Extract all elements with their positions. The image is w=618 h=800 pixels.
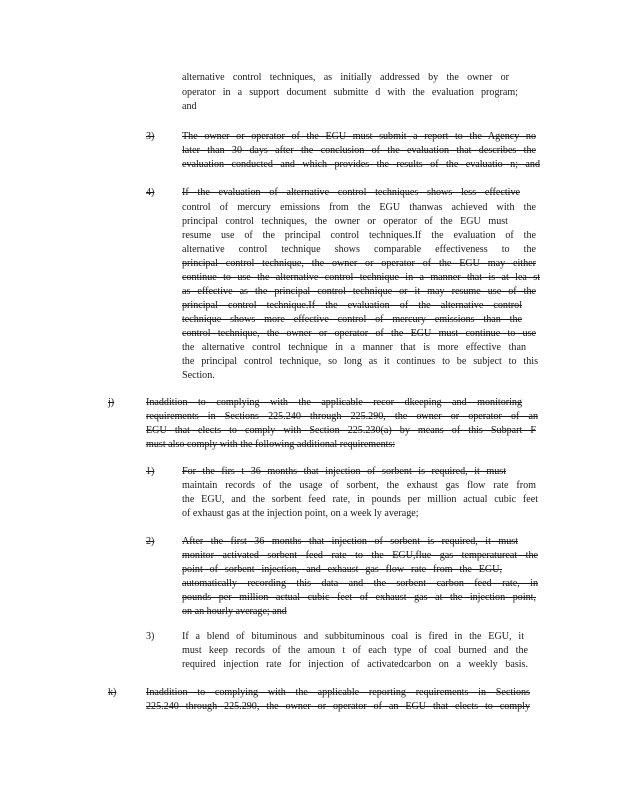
text-line: must keep records of the amoun t of each type of coal burned and the <box>182 645 528 656</box>
text-line: If the evaluation of alternative control techniques shows less effective <box>182 187 520 198</box>
text-line: later than 30 days after the conclusion of the evaluation that describes the <box>182 145 536 156</box>
text-line: EGU that elects to comply with Section 225.230(a) by means of this Subpart F <box>146 425 536 436</box>
text-line: as effective as the principal control technique or it may resume use of the <box>182 286 536 297</box>
text-line: resume use of the principal control techniques.If the evaluation of the <box>182 230 536 241</box>
text-line: technique shows more effective control of mercury emissions than the <box>182 314 522 325</box>
text-line: point of sorbent injection, and exhaust gas flow rate from the EGU, <box>182 564 502 575</box>
text-line: Inaddition to complying with the applicable reporting requirements in Sections <box>146 687 530 698</box>
text-line: on an hourly average; and <box>182 606 287 617</box>
text-line: For the firs t 36 months that injection of sorbent is required, it must <box>182 466 506 477</box>
text-line: alternative control technique shows comparable effectiveness to the <box>182 244 536 255</box>
text-line: of exhaust gas at the injection point, on a week ly average; <box>182 508 419 519</box>
text-line: maintain records of the usage of sorbent, the exhaust gas flow rate from <box>182 480 536 491</box>
list-marker: k) <box>108 687 117 698</box>
text-line: principal control technique.If the evaluation of the alternative control <box>182 300 522 311</box>
text-line: principal control technique, the owner or operator of the EGU may either <box>182 258 536 269</box>
list-marker: 3) <box>146 631 155 642</box>
text-line: principal control techniques, the owner or operator of the EGU must <box>182 216 508 227</box>
text-line: the EGU, and the sorbent feed rate, in pounds per million actual cubic feet <box>182 494 538 505</box>
list-marker: 3) <box>146 131 155 142</box>
text-line: Inaddition to complying with the applicable recor dkeeping and monitoring <box>146 397 522 408</box>
text-line: 225.240 through 225.290, the owner or operator of an EGU that elects to comply <box>146 701 530 712</box>
list-marker: 4) <box>146 187 155 198</box>
text-line: alternative control techniques, as initially addressed by the owner or <box>182 72 509 83</box>
text-line: evaluation conducted and which provides the results of the evaluatio n; and <box>182 159 540 170</box>
text-line: control technique, the owner or operator of the EGU must continue to use <box>182 328 536 339</box>
text-line: required injection rate for injection of activatedcarbon on a weekly basis. <box>182 659 528 670</box>
text-line: continue to use the alternative control technique in a manner that is at lea st <box>182 272 540 283</box>
text-line: control of mercury emissions from the EGU thanwas achieved with the <box>182 202 536 213</box>
list-marker: 2) <box>146 536 155 547</box>
text-line: operator in a support document submitte d with the evaluation program; <box>182 87 518 98</box>
text-line: If a blend of bituminous and subbituminous coal is fired in the EGU, it <box>182 631 524 642</box>
text-line: pounds per million actual cubic feet of exhaust gas at the injection point, <box>182 592 536 603</box>
text-line: After the first 36 months that injection of sorbent is required, it must <box>182 536 518 547</box>
text-line: The owner or operator of the EGU must submit a report to the Agency no <box>182 131 536 142</box>
text-line: monitor activated sorbent feed rate to the EGU,flue gas temperatureat the <box>182 550 538 561</box>
list-marker: j) <box>108 397 115 408</box>
text-line: the alternative control technique in a manner that is more effective than <box>182 342 526 353</box>
text-line: Section. <box>182 370 215 381</box>
text-line: must also comply with the following additional requirements: <box>146 439 396 450</box>
text-line: automatically recording this data and the sorbent carbon feed rate, in <box>182 578 538 589</box>
list-marker: 1) <box>146 466 155 477</box>
text-line: the principal control technique, so long as it continues to be subject to this <box>182 356 538 367</box>
text-line: requirements in Sections 225.240 through 225.290, the owner or operator of an <box>146 411 538 422</box>
text-line: and <box>182 101 197 112</box>
